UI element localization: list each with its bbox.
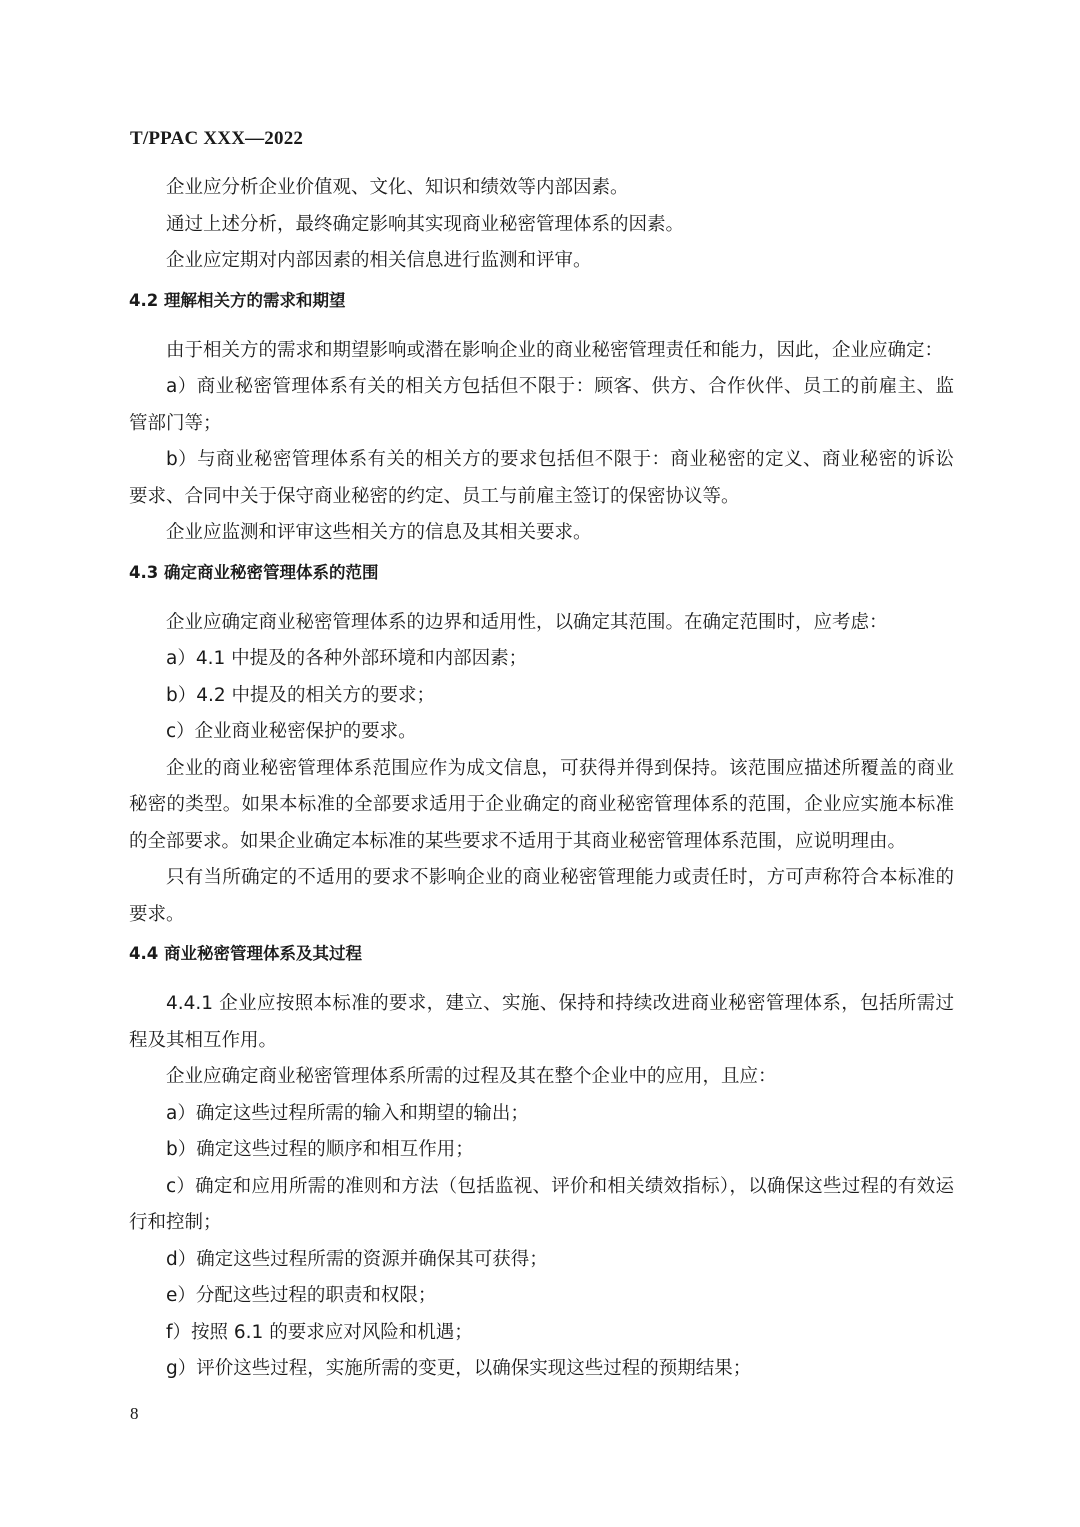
list-item: c）确定和应用所需的准则和方法（包括监视、评价和相关绩效指标），以确保这些过程的有效运行和控制； (129, 1175, 954, 1233)
section-heading-4-4: 4.4 商业秘密管理体系及其过程 (129, 944, 362, 963)
document-body (129, 170, 954, 1388)
list-item: a）确定这些过程所需的输入和期望的输出； (166, 1102, 529, 1124)
document-code: T/PPAC XXX—2022 (130, 128, 304, 149)
paragraph: 通过上述分析，最终确定影响其实现商业秘密管理体系的因素。 (166, 213, 685, 235)
list-item: a）商业秘密管理体系有关的相关方包括但不限于：顾客、供方、合作伙伴、员工的前雇主、监管部门等； (129, 376, 954, 434)
list-item: a）4.1 中提及的各种外部环境和内部因素； (166, 648, 528, 669)
paragraph: 企业的商业秘密管理体系范围应作为成文信息，可获得并得到保持。该范围应描述所覆盖的商业秘密的类型。如果本标准的全部要求适用于企业确定的商业秘密管理体系的范围，企业应实施本标准的全部要求。如果企业确定本标准的某些要求不适用于其商业秘密管理体系范围，应说明理由。 (129, 757, 954, 852)
list-item: e）分配这些过程的职责和权限； (166, 1285, 437, 1306)
page-number: 8 (130, 1404, 139, 1423)
section-heading-4-3: 4.3 确定商业秘密管理体系的范围 (129, 562, 379, 582)
list-item: d）确定这些过程所需的资源并确保其可获得； (166, 1248, 548, 1270)
list-item: c）企业商业秘密保护的要求。 (166, 721, 417, 742)
list-item: b）4.2 中提及的相关方的要求； (166, 684, 436, 706)
list-item: b）确定这些过程的顺序和相互作用； (166, 1139, 474, 1160)
paragraph: 企业应确定商业秘密管理体系的边界和适用性，以确定其范围。在确定范围时，应考虑： (166, 611, 888, 633)
paragraph: 企业应确定商业秘密管理体系所需的过程及其在整个企业中的应用，且应： (166, 1066, 777, 1087)
paragraph: 企业应监测和评审这些相关方的信息及其相关要求。 (166, 522, 592, 543)
list-item: b）与商业秘密管理体系有关的相关方的要求包括但不限于：商业秘密的定义、商业秘密的诉讼要求、合同中关于保守商业秘密的约定、员工与前雇主签订的保密协议等。 (129, 449, 954, 507)
paragraph: 企业应定期对内部因素的相关信息进行监测和评审。 (166, 250, 592, 271)
paragraph: 4.4.1 企业应按照本标准的要求，建立、实施、保持和持续改进商业秘密管理体系，包括所需过程及其相互作用。 (129, 993, 954, 1051)
list-item: g）评价这些过程，实施所需的变更，以确保实现这些过程的预期结果； (166, 1358, 752, 1379)
list-item: f）按照 6.1 的要求应对风险和机遇； (166, 1321, 473, 1343)
section-heading-4-2: 4.2 理解相关方的需求和期望 (129, 290, 346, 310)
paragraph: 企业应分析企业价值观、文化、知识和绩效等内部因素。 (166, 177, 629, 198)
paragraph: 只有当所确定的不适用的要求不影响企业的商业秘密管理能力或责任时，方可声称符合本标准的要求。 (129, 867, 954, 925)
paragraph: 由于相关方的需求和期望影响或潜在影响企业的商业秘密管理责任和能力，因此，企业应确定： (166, 339, 944, 361)
